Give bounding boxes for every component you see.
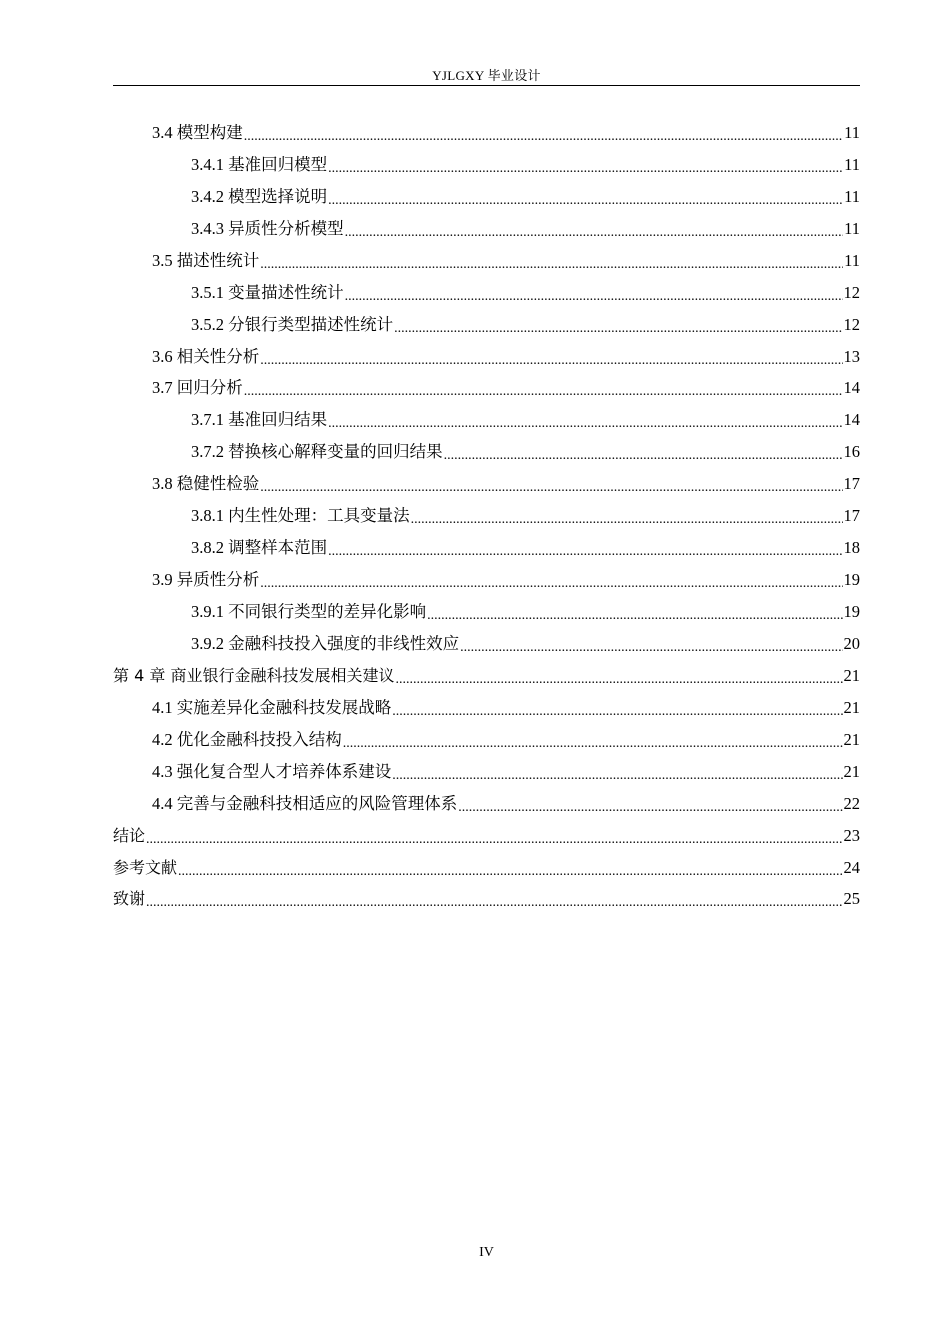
toc-entry[interactable] bbox=[113, 341, 860, 373]
toc-dot-leader bbox=[444, 449, 843, 468]
toc-entry-page: 16 bbox=[843, 442, 860, 462]
toc-entry-title: 参考文献 bbox=[113, 857, 178, 877]
toc-entry-page: 14 bbox=[843, 410, 860, 430]
toc-entry[interactable] bbox=[113, 117, 860, 149]
table-of-contents bbox=[113, 117, 860, 915]
toc-entry[interactable] bbox=[113, 181, 860, 213]
toc-entry-page: 21 bbox=[843, 729, 860, 749]
toc-entry[interactable] bbox=[113, 628, 860, 660]
toc-entry-page: 11 bbox=[844, 218, 860, 238]
toc-entry-page: 11 bbox=[844, 186, 860, 206]
toc-entry-title: 致谢 bbox=[113, 889, 146, 909]
toc-dot-leader bbox=[146, 896, 842, 915]
toc-entry-title: 3.5.1 变量描述性统计 bbox=[191, 282, 344, 302]
toc-entry-title: 3.7.1 基准回归结果 bbox=[191, 410, 328, 430]
toc-entry[interactable] bbox=[113, 884, 860, 916]
toc-entry[interactable] bbox=[113, 436, 860, 468]
toc-entry-page: 20 bbox=[843, 633, 860, 653]
toc-entry-page: 21 bbox=[843, 665, 860, 685]
toc-entry-title: 4.1 实施差异化金融科技发展战略 bbox=[152, 697, 392, 717]
toc-dot-leader bbox=[392, 769, 842, 788]
toc-entry[interactable] bbox=[113, 373, 860, 405]
toc-entry-title: 4.4 完善与金融科技相适应的风险管理体系 bbox=[152, 793, 458, 813]
toc-entry[interactable] bbox=[113, 532, 860, 564]
toc-entry-page: 22 bbox=[843, 793, 860, 813]
toc-dot-leader bbox=[345, 226, 843, 245]
toc-entry[interactable] bbox=[113, 724, 860, 756]
toc-entry-title: 3.4.2 模型选择说明 bbox=[191, 186, 328, 206]
toc-entry[interactable] bbox=[113, 309, 860, 341]
toc-dot-leader bbox=[328, 417, 842, 436]
toc-entry[interactable] bbox=[113, 788, 860, 820]
toc-entry-title: 3.9.2 金融科技投入强度的非线性效应 bbox=[191, 633, 460, 653]
toc-entry-page: 11 bbox=[844, 250, 860, 270]
toc-entry[interactable] bbox=[113, 756, 860, 788]
toc-dot-leader bbox=[328, 194, 843, 213]
toc-dot-leader bbox=[178, 865, 842, 884]
toc-dot-leader bbox=[460, 641, 842, 660]
page-header: YJLGXY 毕业设计 bbox=[432, 68, 541, 83]
toc-entry-title: 第 4 章 商业银行金融科技发展相关建议 bbox=[113, 665, 395, 685]
toc-entry-page: 12 bbox=[843, 314, 860, 334]
toc-entry-page: 18 bbox=[843, 538, 860, 558]
toc-entry-page: 12 bbox=[843, 282, 860, 302]
toc-entry-page: 24 bbox=[843, 857, 860, 877]
toc-entry[interactable] bbox=[113, 596, 860, 628]
toc-entry-title: 3.6 相关性分析 bbox=[152, 346, 260, 366]
toc-dot-leader bbox=[260, 577, 842, 596]
toc-entry[interactable] bbox=[113, 404, 860, 436]
toc-dot-leader bbox=[394, 322, 842, 341]
toc-entry-page: 13 bbox=[843, 346, 860, 366]
toc-entry-title: 3.7 回归分析 bbox=[152, 378, 243, 398]
toc-dot-leader bbox=[328, 162, 843, 181]
toc-entry[interactable] bbox=[113, 468, 860, 500]
toc-dot-leader bbox=[260, 354, 842, 373]
toc-dot-leader bbox=[427, 609, 842, 628]
toc-entry-title: 3.9.1 不同银行类型的差异化影响 bbox=[191, 602, 427, 622]
toc-dot-leader bbox=[345, 290, 843, 309]
toc-dot-leader bbox=[328, 545, 842, 564]
toc-entry[interactable] bbox=[113, 149, 860, 181]
toc-entry-title: 4.2 优化金融科技投入结构 bbox=[152, 729, 342, 749]
toc-entry-page: 11 bbox=[844, 122, 860, 142]
page-number: IV bbox=[479, 1245, 494, 1260]
toc-entry-title: 3.5 描述性统计 bbox=[152, 250, 260, 270]
toc-entry[interactable] bbox=[113, 564, 860, 596]
toc-dot-leader bbox=[458, 801, 842, 820]
toc-dot-leader bbox=[260, 481, 842, 500]
toc-entry[interactable] bbox=[113, 277, 860, 309]
toc-dot-leader bbox=[244, 130, 843, 149]
toc-dot-leader bbox=[260, 258, 843, 277]
toc-entry-title: 3.4.3 异质性分析模型 bbox=[191, 218, 344, 238]
toc-entry-title: 4.3 强化复合型人才培养体系建设 bbox=[152, 761, 392, 781]
toc-dot-leader bbox=[392, 705, 842, 724]
toc-dot-leader bbox=[146, 833, 842, 852]
toc-entry-page: 14 bbox=[843, 378, 860, 398]
toc-entry-page: 19 bbox=[843, 602, 860, 622]
toc-entry-page: 21 bbox=[843, 697, 860, 717]
toc-entry-page: 19 bbox=[843, 570, 860, 590]
toc-entry[interactable] bbox=[113, 500, 860, 532]
toc-entry-page: 25 bbox=[843, 889, 860, 909]
toc-entry-title: 3.8.2 调整样本范围 bbox=[191, 538, 328, 558]
toc-entry[interactable] bbox=[113, 660, 860, 692]
toc-entry-title: 3.9 异质性分析 bbox=[152, 570, 260, 590]
toc-entry-page: 23 bbox=[843, 825, 860, 845]
toc-entry-title: 3.4.1 基准回归模型 bbox=[191, 154, 328, 174]
toc-entry[interactable] bbox=[113, 852, 860, 884]
toc-dot-leader bbox=[343, 737, 843, 756]
toc-entry-title: 3.7.2 替换核心解释变量的回归结果 bbox=[191, 442, 443, 462]
header-divider bbox=[113, 85, 860, 86]
toc-entry[interactable] bbox=[113, 213, 860, 245]
toc-entry[interactable] bbox=[113, 245, 860, 277]
toc-entry-title: 3.4 模型构建 bbox=[152, 122, 243, 142]
toc-entry-page: 17 bbox=[843, 506, 860, 526]
toc-entry[interactable] bbox=[113, 820, 860, 852]
toc-dot-leader bbox=[244, 385, 843, 404]
toc-entry-page: 21 bbox=[843, 761, 860, 781]
toc-entry-title: 3.8.1 内生性处理：工具变量法 bbox=[191, 506, 410, 526]
toc-dot-leader bbox=[395, 673, 842, 692]
toc-entry-title: 3.5.2 分银行类型描述性统计 bbox=[191, 314, 394, 334]
toc-entry-title: 3.8 稳健性检验 bbox=[152, 474, 260, 494]
toc-entry[interactable] bbox=[113, 692, 860, 724]
toc-dot-leader bbox=[411, 513, 843, 532]
toc-entry-page: 17 bbox=[843, 474, 860, 494]
toc-entry-title: 结论 bbox=[113, 825, 146, 845]
toc-entry-page: 11 bbox=[844, 154, 860, 174]
